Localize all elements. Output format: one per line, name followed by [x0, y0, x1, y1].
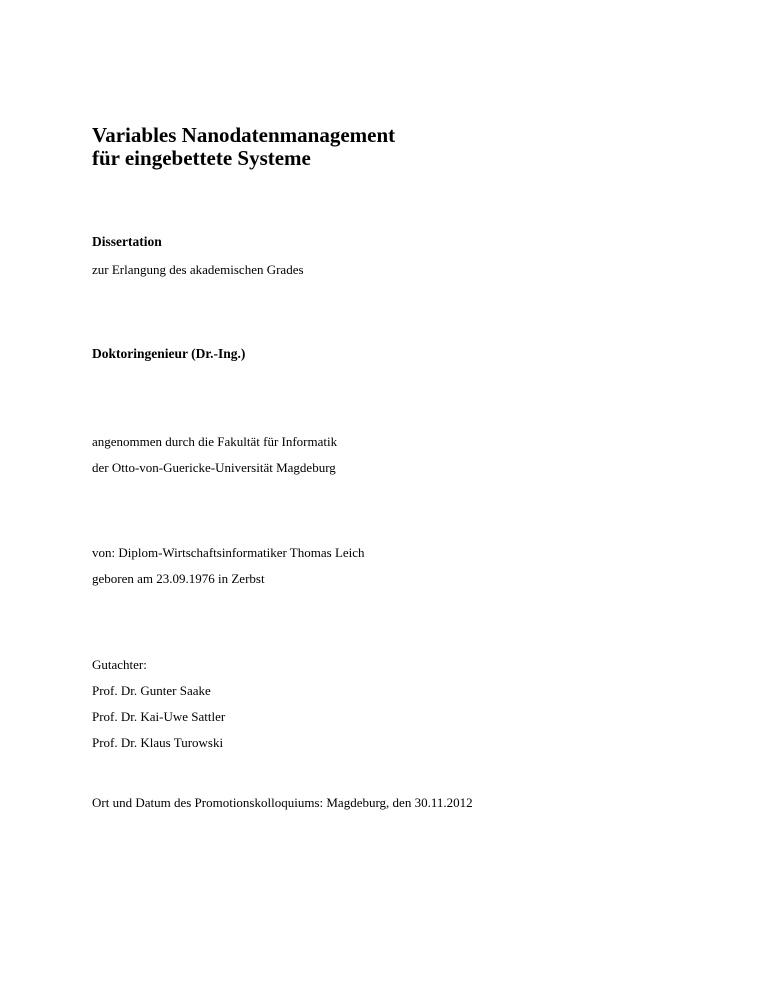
reviewer-name: Prof. Dr. Klaus Turowski — [92, 735, 224, 750]
acceptance-line-1: angenommen durch die Fakultät für Informatik — [92, 434, 338, 449]
author-birth-line: geboren am 23.09.1976 in Zerbst — [92, 571, 265, 586]
thesis-title-line-1: Variables Nanodatenmanagement — [92, 123, 396, 147]
colloquium-date: Ort und Datum des Promotionskolloquiums: Magdeburg, den 30.11.2012 — [92, 795, 473, 810]
reviewer-name: Prof. Dr. Kai-Uwe Sattler — [92, 709, 226, 724]
thesis-title-line-2: für eingebettete Systeme — [92, 146, 311, 170]
document-purpose: zur Erlangung des akademischen Grades — [92, 262, 304, 277]
reviewers-heading: Gutachter: — [92, 657, 147, 672]
acceptance-line-2: der Otto-von-Guericke-Universität Magdeburg — [92, 460, 336, 475]
degree-title: Doktoringenieur (Dr.-Ing.) — [92, 346, 246, 361]
author-line: von: Diplom-Wirtschaftsinformatiker Thomas Leich — [92, 545, 365, 560]
reviewer-name: Prof. Dr. Gunter Saake — [92, 683, 211, 698]
document-type-label: Dissertation — [92, 234, 162, 249]
